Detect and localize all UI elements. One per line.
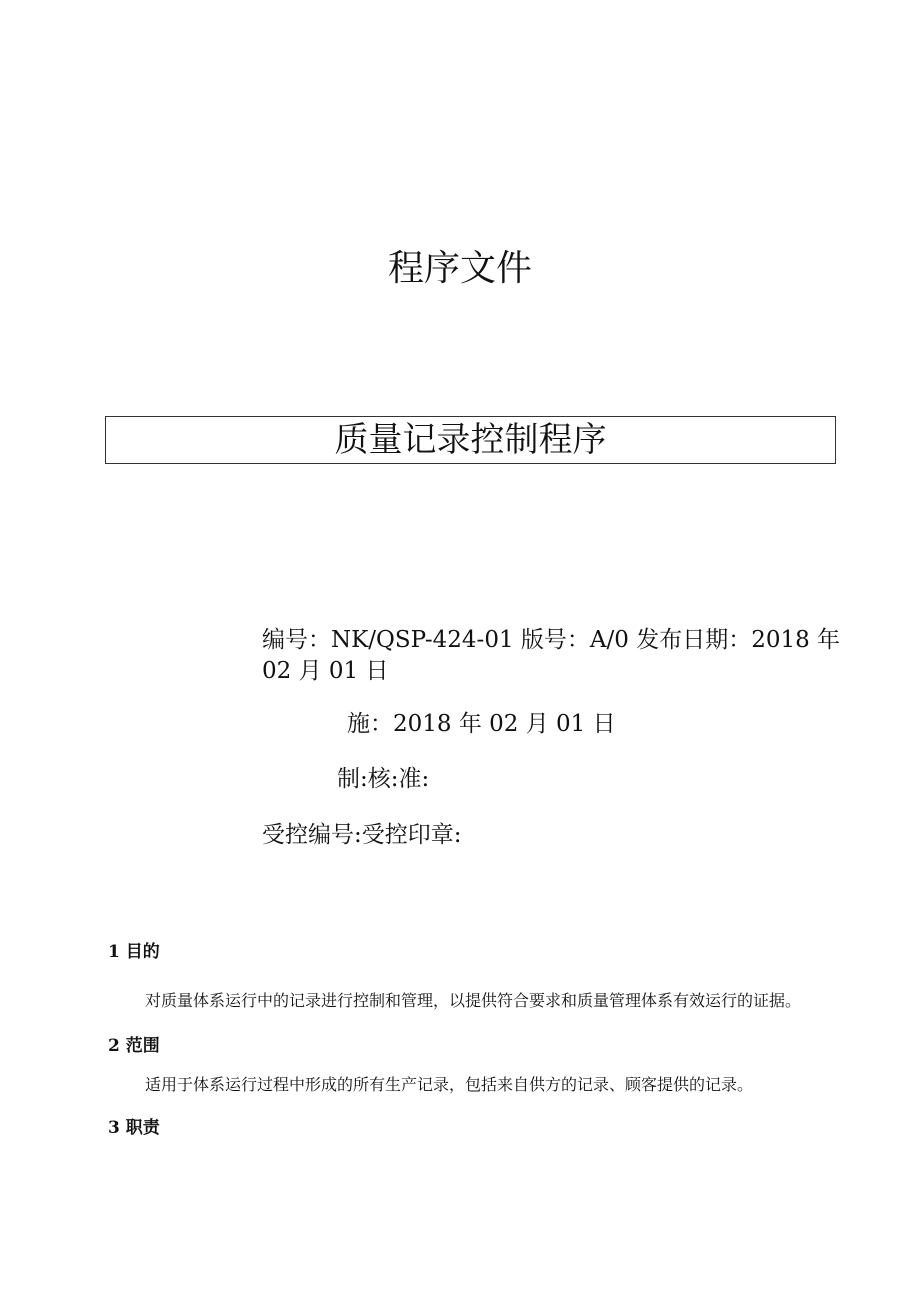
document-number-line: 编号：NK/QSP-424-01 版号：A/0 发布日期：2018 年 bbox=[262, 627, 841, 653]
section-text-scope: 适用于体系运行过程中形成的所有生产记录，包括来自供方的记录、顾客提供的记录。 bbox=[145, 1075, 754, 1094]
document-type-heading: 程序文件 bbox=[387, 248, 532, 289]
signatures-line: 制:核:准: bbox=[337, 766, 430, 792]
document-title-box bbox=[105, 416, 836, 464]
implementation-date-line: 施：2018 年 02 月 01 日 bbox=[347, 711, 616, 737]
section-heading-scope: 2 范围 bbox=[108, 1036, 160, 1056]
section-heading-responsibilities: 3 职责 bbox=[108, 1118, 160, 1138]
section-text-purpose: 对质量体系运行中的记录进行控制和管理，以提供符合要求和质量管理体系有效运行的证据。 bbox=[145, 991, 802, 1010]
controlled-copy-line: 受控编号:受控印章: bbox=[262, 822, 462, 848]
release-date-continuation: 02 月 01 日 bbox=[262, 658, 389, 684]
document-title: 质量记录控制程序 bbox=[334, 420, 607, 460]
section-heading-purpose: 1 目的 bbox=[108, 942, 160, 962]
